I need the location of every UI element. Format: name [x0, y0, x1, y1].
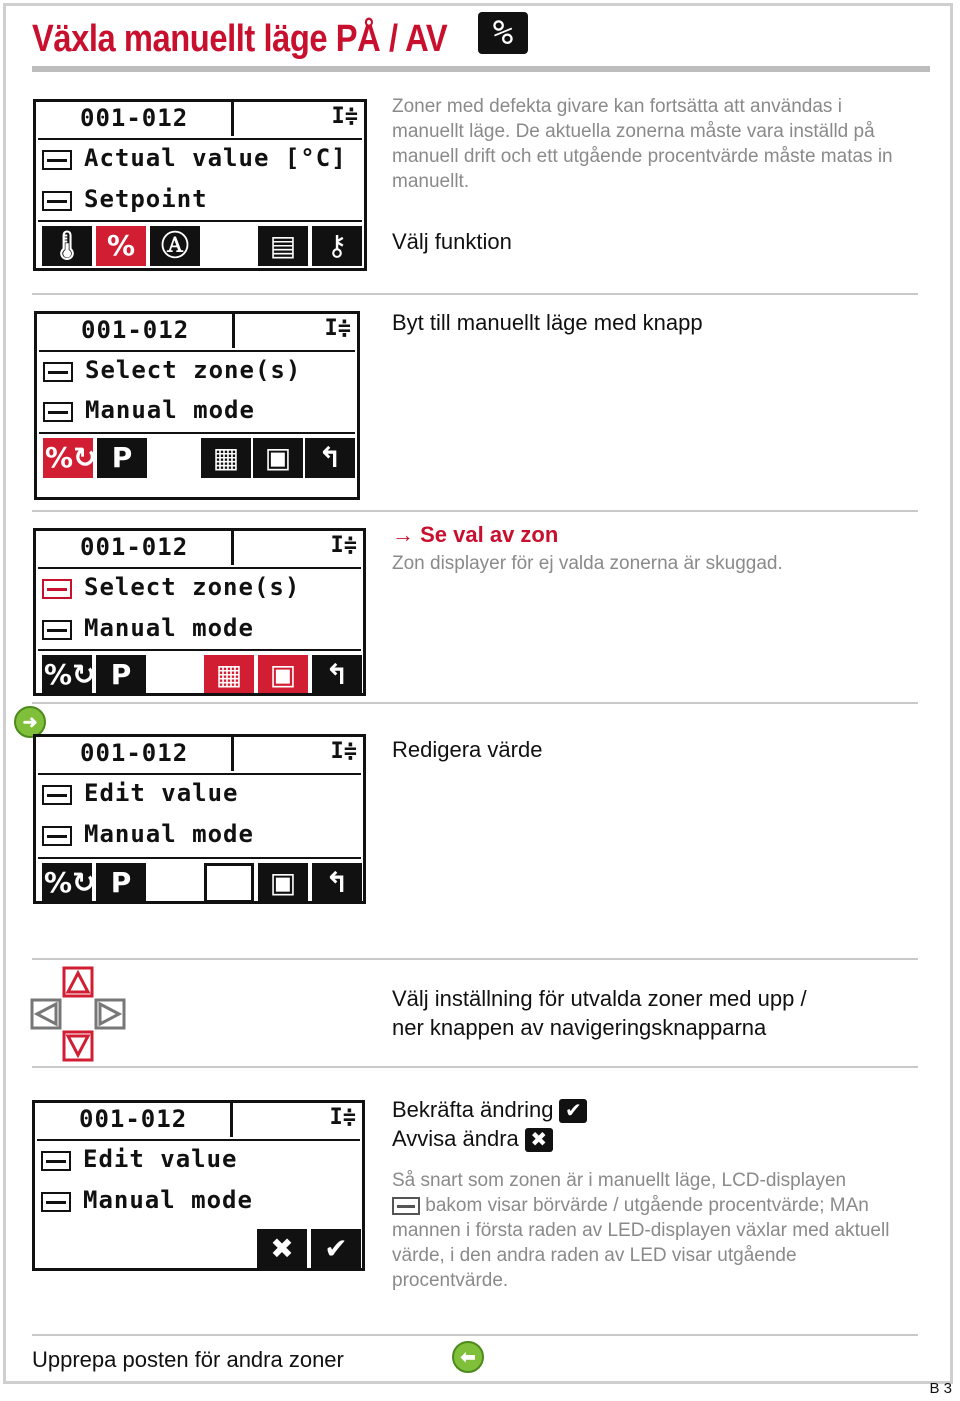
intro-text: Zoner med defekta givare kan fortsätta att användas i manuellt läge. De aktuella zonerna måste vara inställd på manuell drift och ett utgående procentvärde måste matas in manuellt.: [392, 96, 893, 192]
arrow-icon: →: [392, 522, 414, 547]
step4-label: Redigera värde: [392, 737, 543, 762]
confirm-row: [392, 1097, 587, 1123]
navigation-pad: [30, 966, 130, 1062]
setpoint-icon: [42, 191, 72, 211]
back-key[interactable]: ↰: [312, 655, 362, 695]
step1-label: Välj funktion: [392, 229, 512, 254]
frame-key-icon[interactable]: [204, 863, 254, 903]
step5-line2: ner knappen av navigeringsknapparna: [392, 1015, 767, 1040]
lcd-screen-3: [33, 528, 366, 696]
lcd-topic-icon: I≑: [324, 316, 351, 341]
p-key[interactable]: P: [97, 438, 147, 478]
next-arrow-icon: ➜: [14, 706, 46, 738]
step3-description: Zon displayer för ej valda zonerna är skuggad.: [392, 553, 783, 574]
lcd-line-manual: Manual mode: [85, 396, 255, 424]
step6-description: [392, 1168, 912, 1293]
divider: [32, 1066, 918, 1068]
manual-toggle-key[interactable]: %↻: [42, 655, 92, 695]
reject-row: [392, 1126, 553, 1152]
lcd-screen-4: [33, 734, 366, 904]
left-arrow-icon[interactable]: [32, 1000, 60, 1028]
select-zone-icon: [43, 362, 73, 382]
p-key[interactable]: P: [96, 655, 146, 695]
step6-desc-a: Så snart som zonen är i manuellt läge, LCD-displayen: [392, 1170, 847, 1191]
actual-value-icon: [42, 150, 72, 170]
step2-label: Byt till manuellt läge med knapp: [392, 310, 703, 335]
thermometer-key[interactable]: 🌡: [42, 226, 92, 266]
manual-mode-icon: [42, 826, 72, 846]
step3-label: Se val av zon: [420, 522, 559, 547]
step6-desc-b: bakom visar börvärde / utgående procentvärde; MAn mannen i första raden av LED-displayen växlar med aktuell värde, i den andra raden av LED visar utgående procentvärde.: [392, 1195, 890, 1291]
footer-text: Upprepa posten för andra zoner: [32, 1347, 344, 1372]
grid-single-key-icon[interactable]: ▣: [253, 438, 303, 478]
manual-mode-icon: [41, 1192, 71, 1212]
down-arrow-icon[interactable]: [64, 1032, 92, 1060]
lcd-topic-icon: I≑: [330, 739, 357, 764]
manual-mode-icon: [42, 620, 72, 640]
lcd-zone-range: 001-012: [80, 533, 189, 561]
divider: [32, 1334, 918, 1336]
step3-heading: [392, 522, 558, 548]
list-key-icon[interactable]: ▤: [258, 226, 308, 266]
select-zone-icon: [42, 579, 72, 599]
cross-icon: ✖: [525, 1128, 553, 1152]
lcd-screen-2: [34, 311, 360, 500]
percent-key[interactable]: %: [96, 226, 146, 266]
back-key[interactable]: ↰: [305, 438, 355, 478]
checkmark-icon: ✔: [559, 1099, 587, 1123]
lcd-line-select: Select zone(s): [85, 356, 302, 384]
grid-all-key-icon[interactable]: ▦: [201, 438, 251, 478]
step5-line1: Välj inställning för utvalda zoner med upp /: [392, 986, 807, 1011]
back-arrow-icon: ⬅: [452, 1341, 484, 1373]
grid-single-key-icon[interactable]: ▣: [258, 655, 308, 695]
page-number: B 3: [929, 1380, 952, 1397]
page-title: Växla manuellt läge PÅ / AV: [32, 18, 448, 60]
lcd-screen-1: [33, 99, 367, 271]
grid-all-key-icon[interactable]: ▦: [204, 655, 254, 695]
confirm-label: Bekräfta ändring: [392, 1097, 554, 1122]
cancel-key[interactable]: ✖: [257, 1229, 307, 1269]
right-arrow-icon[interactable]: [96, 1000, 124, 1028]
back-key[interactable]: ↰: [312, 863, 362, 903]
lcd-zone-range: 001-012: [81, 316, 190, 344]
up-arrow-icon[interactable]: [64, 968, 92, 996]
percent-badge-icon: %: [478, 12, 528, 54]
lcd-line-manual: Manual mode: [83, 1186, 253, 1214]
lcd-topic-icon: I≑: [331, 104, 358, 129]
lcd-screen-5: [32, 1100, 365, 1271]
title-divider: [32, 66, 930, 72]
confirm-key[interactable]: ✔: [311, 1229, 361, 1269]
lcd-zone-range: 001-012: [79, 1105, 188, 1133]
auto-key[interactable]: Ⓐ: [150, 226, 200, 266]
divider: [32, 510, 918, 512]
edit-value-icon: [41, 1151, 71, 1171]
lcd-line-edit: Edit value: [83, 1145, 238, 1173]
lcd-line-edit: Edit value: [84, 779, 239, 807]
lcd-topic-icon: I≑: [329, 1105, 356, 1130]
grid-single-key-icon[interactable]: ▣: [258, 863, 308, 903]
edit-value-icon: [42, 785, 72, 805]
lcd-line-manual: Manual mode: [84, 820, 254, 848]
divider: [32, 293, 918, 295]
reject-label: Avvisa ändra: [392, 1126, 519, 1151]
lcd-line-select: Select zone(s): [84, 573, 301, 601]
lcd-line-setpoint: Setpoint: [84, 185, 208, 213]
lcd-topic-icon: I≑: [330, 533, 357, 558]
p-key[interactable]: P: [96, 863, 146, 903]
lcd-zone-range: 001-012: [80, 104, 189, 132]
manual-toggle-key[interactable]: %↻: [43, 438, 93, 478]
lcd-line-manual: Manual mode: [84, 614, 254, 642]
manual-mode-icon: [392, 1197, 420, 1215]
divider: [32, 958, 918, 960]
key-icon[interactable]: ⚷: [312, 226, 362, 266]
divider: [32, 702, 918, 704]
manual-mode-icon: [43, 402, 73, 422]
lcd-line-actual: Actual value [°C]: [84, 144, 347, 172]
lcd-zone-range: 001-012: [80, 739, 189, 767]
manual-toggle-key[interactable]: %↻: [42, 863, 92, 903]
